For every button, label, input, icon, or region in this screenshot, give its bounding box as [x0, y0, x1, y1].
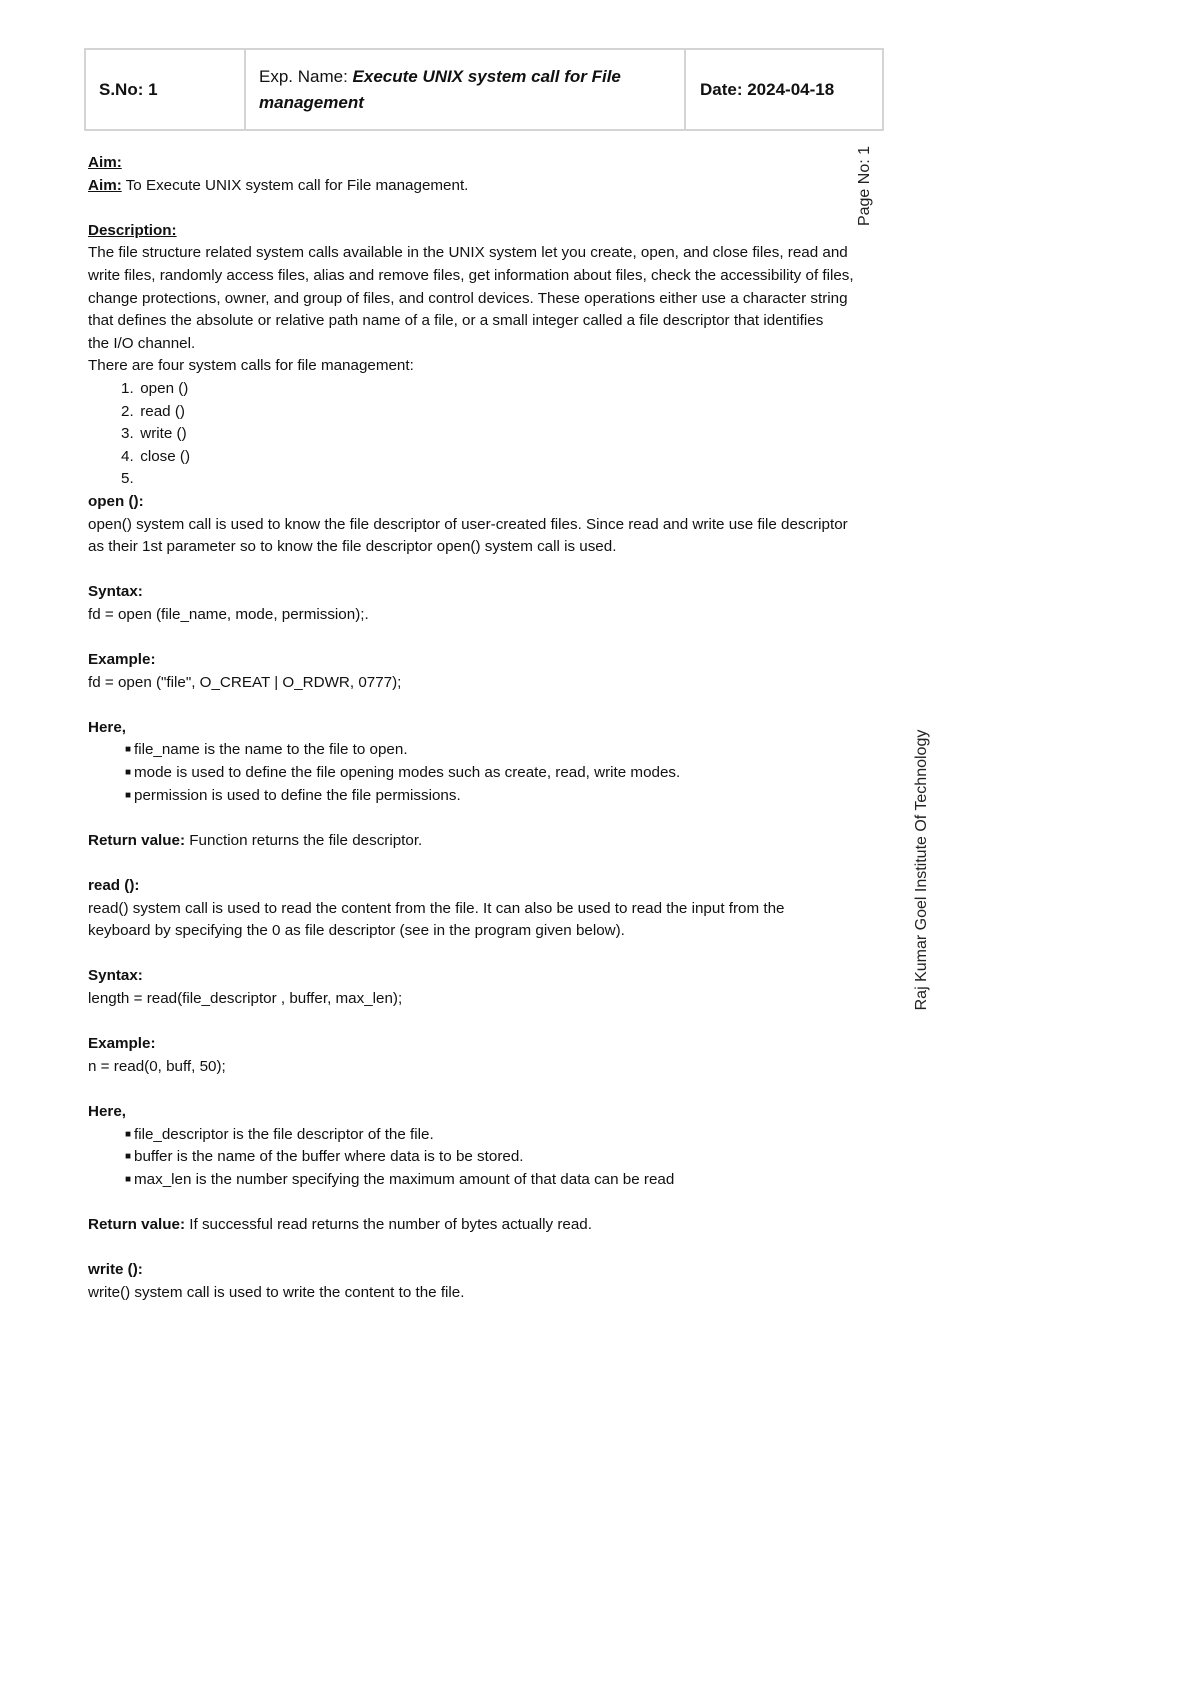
- list-item: [88, 785, 878, 808]
- list-item: [88, 1124, 878, 1147]
- bullet-icon: ■: [125, 767, 132, 779]
- list-item: [88, 446, 878, 469]
- bullet-icon: ■: [125, 789, 132, 801]
- read-example-heading: Example:: [88, 1035, 156, 1053]
- aim-line: [88, 175, 878, 198]
- open-example-heading: Example:: [88, 651, 156, 669]
- document-body: [88, 152, 878, 1304]
- list-text: mode is used to define the file opening modes such as create, read, write modes.: [134, 764, 681, 782]
- list-number: 3.: [121, 425, 134, 443]
- read-syntax: length = read(file_descriptor , buffer, max_len);: [88, 989, 403, 1007]
- list-item: [88, 1169, 878, 1192]
- list-text: close (): [140, 447, 191, 465]
- open-here-heading: Here,: [88, 718, 126, 736]
- read-here-heading: Here,: [88, 1102, 126, 1120]
- read-syntax-heading: Syntax:: [88, 967, 143, 985]
- list-text: open (): [140, 379, 189, 397]
- bullet-icon: ■: [125, 1128, 132, 1140]
- list-text: permission is used to define the file permissions.: [134, 786, 461, 804]
- read-params-list: [88, 1124, 878, 1192]
- system-calls-intro: There are four system calls for file management:: [88, 357, 414, 375]
- description-line: the I/O channel.: [88, 334, 196, 352]
- open-params-list: [88, 739, 878, 807]
- open-syntax: fd = open (file_name, mode, permission);.: [88, 605, 369, 623]
- serial-number: S.No: 1: [99, 79, 158, 99]
- experiment-header-table: [84, 48, 884, 131]
- description-line: that defines the absolute or relative path name of a file, or a small integer called a file descriptor that identifies: [88, 312, 824, 330]
- list-text: file_name is the name to the file to open.: [134, 741, 408, 759]
- list-number: 5.: [121, 470, 134, 488]
- list-text: read (): [140, 402, 185, 420]
- description-heading: Description:: [88, 221, 177, 239]
- return-value-label: Return value:: [88, 831, 186, 849]
- bullet-icon: ■: [125, 1173, 132, 1185]
- list-item: [88, 739, 878, 762]
- description-line: write files, randomly access files, alias and remove files, get information about files, check the accessibility of files,: [88, 266, 854, 284]
- bullet-icon: ■: [125, 744, 132, 756]
- open-description-line: as their 1st parameter so to know the file descriptor open() system call is used.: [88, 538, 617, 556]
- read-description-line: read() system call is used to read the content from the file. It can also be used to read the input from the: [88, 899, 785, 917]
- open-description-line: open() system call is used to know the file descriptor of user-created files. Since read and write use file descriptor: [88, 515, 848, 533]
- list-item: [88, 378, 878, 401]
- list-number: 4.: [121, 447, 134, 465]
- page-number-label: Page No: 1: [856, 145, 873, 227]
- description-line: change protections, owner, and group of files, and control devices. These operations either use a character string: [88, 289, 848, 307]
- open-return-value: [88, 830, 878, 853]
- list-text: write (): [140, 425, 187, 443]
- read-example: n = read(0, buff, 50);: [88, 1057, 226, 1075]
- list-text: max_len is the number specifying the maximum amount of that data can be read: [134, 1170, 675, 1188]
- list-item: [88, 468, 878, 491]
- read-heading: read ():: [88, 877, 140, 894]
- experiment-name-cell: [246, 50, 686, 129]
- date-cell: [686, 50, 882, 129]
- open-heading: open ():: [88, 492, 144, 510]
- list-item: [88, 401, 878, 424]
- return-value-label: Return value:: [88, 1215, 186, 1233]
- aim-text: To Execute UNIX system call for File management.: [121, 176, 469, 194]
- institute-name-label: Raj Kumar Goel Institute Of Technology: [913, 729, 930, 1011]
- write-description-line: write() system call is used to write the content to the file.: [88, 1283, 465, 1301]
- read-description-line: keyboard by specifying the 0 as file descriptor (see in the program given below).: [88, 922, 625, 940]
- read-return-value: [88, 1214, 878, 1237]
- aim-heading: Aim:: [88, 154, 122, 171]
- bullet-icon: ■: [125, 1151, 132, 1163]
- write-heading: write ():: [88, 1261, 143, 1279]
- system-calls-list: [88, 378, 878, 491]
- list-item: [88, 423, 878, 446]
- open-example: fd = open ("file", O_CREAT | O_RDWR, 0777);: [88, 673, 402, 691]
- experiment-name-prefix: Exp. Name:: [259, 66, 353, 86]
- return-value-text: Function returns the file descriptor.: [185, 831, 423, 849]
- return-value-text: If successful read returns the number of bytes actually read.: [185, 1215, 592, 1233]
- list-number: 1.: [121, 379, 134, 397]
- list-item: [88, 762, 878, 785]
- list-item: [88, 1146, 878, 1169]
- serial-number-cell: [86, 50, 246, 129]
- aim-label: Aim:: [88, 176, 122, 194]
- experiment-title: Execute UNIX system call for File management: [259, 66, 621, 112]
- list-text: buffer is the name of the buffer where data is to be stored.: [134, 1148, 524, 1166]
- description-line: The file structure related system calls available in the UNIX system let you create, open, and close files, read and: [88, 244, 848, 262]
- experiment-name: [259, 64, 674, 116]
- list-text: file_descriptor is the file descriptor of the file.: [134, 1125, 434, 1143]
- experiment-date: Date: 2024-04-18: [700, 79, 835, 99]
- list-number: 2.: [121, 402, 134, 420]
- open-syntax-heading: Syntax:: [88, 583, 143, 601]
